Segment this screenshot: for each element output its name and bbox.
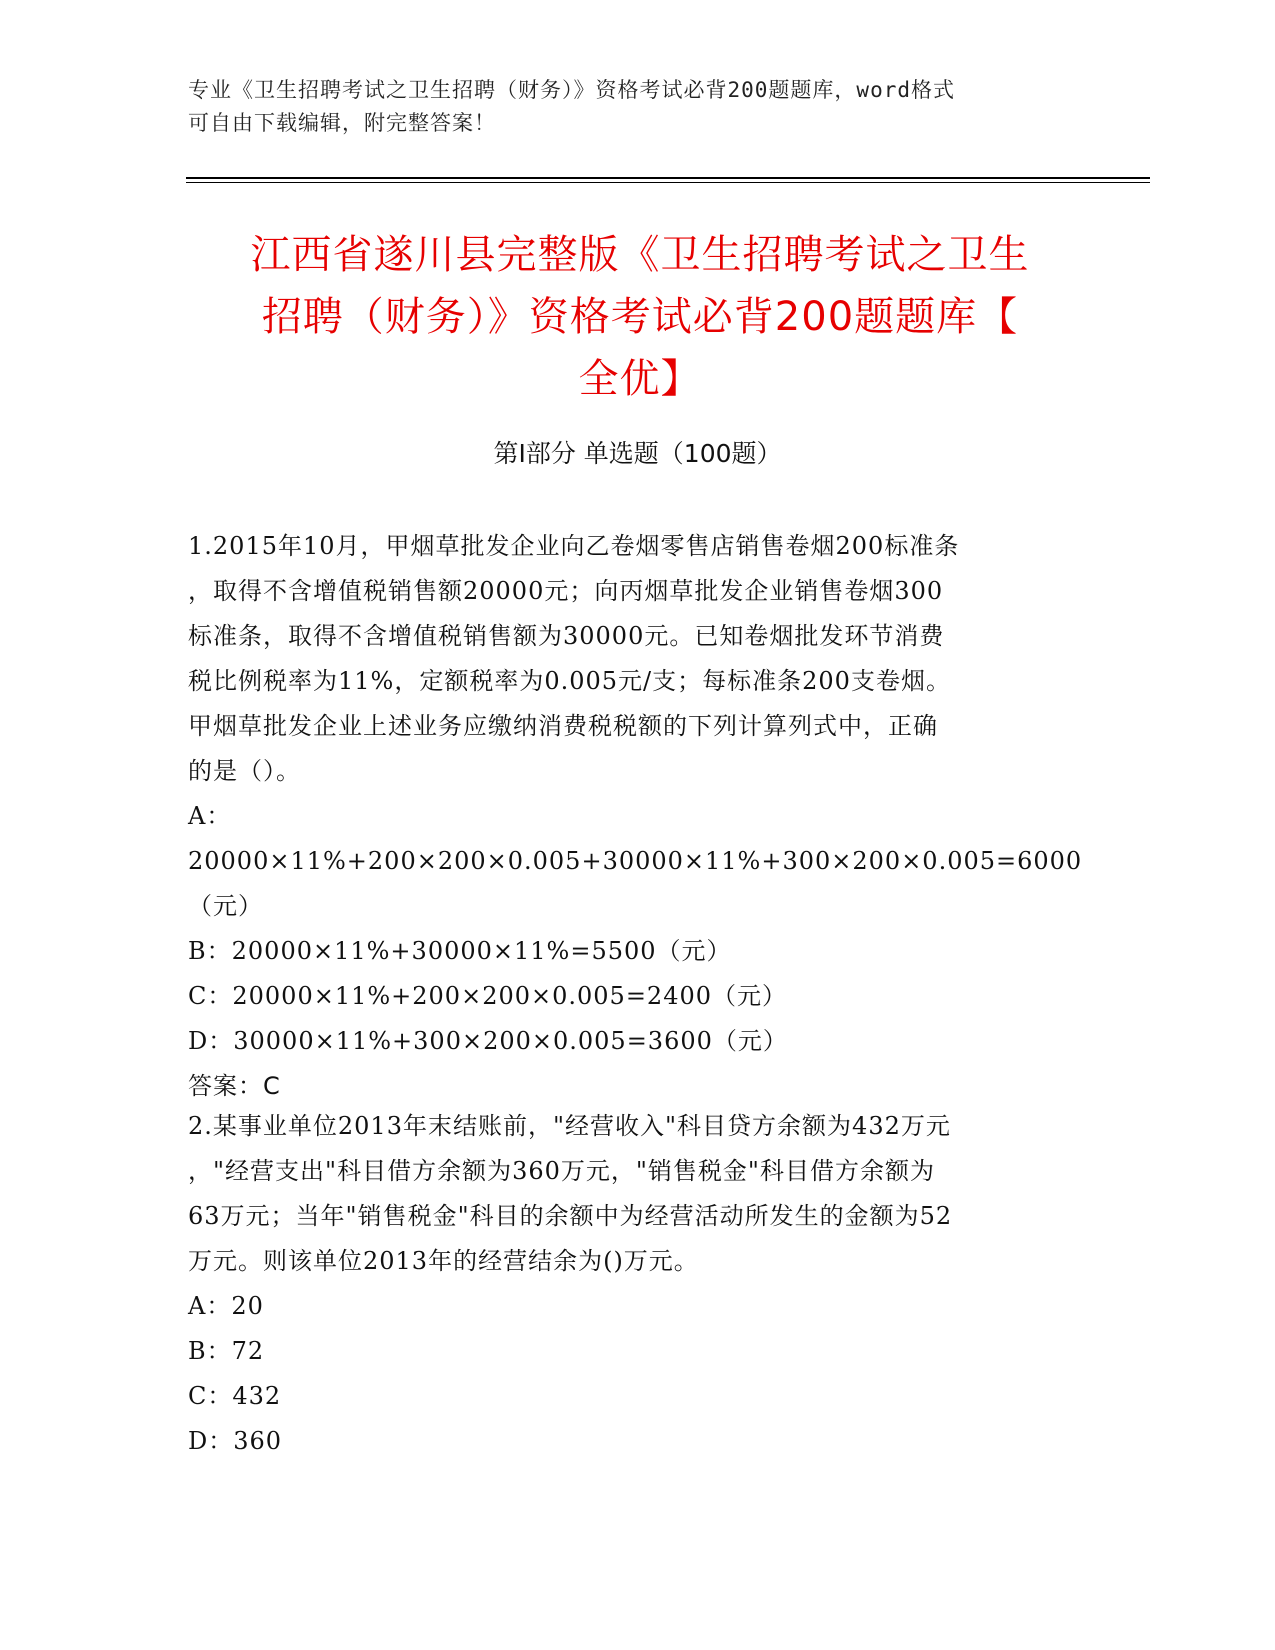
option-c: C：432 [188, 1382, 282, 1410]
header-divider [186, 177, 1150, 179]
option-d: D：360 [188, 1427, 283, 1455]
title-line: 全优】 [578, 356, 702, 402]
stem-line: 标准条，取得不含增值税销售额为30000元。已知卷烟批发环节消费 [188, 622, 945, 650]
option-d: D：30000×11%+300×200×0.005=3600（元） [188, 1027, 788, 1055]
question-stem [188, 524, 1078, 794]
section-title: 第I部分 单选题（100题） [493, 439, 782, 468]
stem-line: 税比例税率为11%，定额税率为0.005元/支；每标准条200支卷烟。 [188, 667, 951, 695]
stem-line: ，取得不含增值税销售额20000元；向丙烟草批发企业销售卷烟300 [188, 577, 944, 605]
option-c: C：20000×11%+200×200×0.005=2400（元） [188, 982, 788, 1010]
option-b: B：20000×11%+30000×11%=5500（元） [188, 937, 732, 965]
stem-line: 1.2015年10月，甲烟草批发企业向乙卷烟零售店销售卷烟200标准条 [188, 532, 960, 560]
question-1 [188, 524, 1083, 1109]
stem-line: 2.某事业单位2013年末结账前，"经营收入"科目贷方余额为432万元 [188, 1112, 951, 1140]
stem-line: 63万元；当年"销售税金"科目的余额中为经营活动所发生的金额为52 [188, 1202, 953, 1230]
question-2 [188, 1104, 1078, 1464]
answer-line: 答案：C [188, 1072, 281, 1100]
header-note-line: 专业《卫生招聘考试之卫生招聘（财务）》资格考试必背200题题库，word格式 [188, 78, 955, 102]
option-a: A：20000×11%+200×200×0.005+30000×11%+300×200×0.005=6000 [188, 802, 1083, 875]
option-a: A：20 [188, 1292, 264, 1320]
option-b: B：72 [188, 1337, 265, 1365]
title-line: 江西省遂川县完整版《卫生招聘考试之卫生 [250, 232, 1030, 278]
stem-line: ，"经营支出"科目借方余额为360万元，"销售税金"科目借方余额为 [188, 1157, 935, 1185]
document-title [190, 224, 1090, 410]
question-stem [188, 1104, 1078, 1284]
header-divider-thin [186, 182, 1150, 183]
header-note [188, 74, 1068, 140]
stem-line: 万元。则该单位2013年的经营结余为()万元。 [188, 1247, 699, 1275]
option-a-continued: （元） [188, 892, 263, 920]
stem-line: 的是（）。 [188, 757, 301, 785]
title-line: 招聘（财务）》资格考试必背200题题库【 [261, 294, 1019, 340]
header-note-line: 可自由下载编辑，附完整答案！ [188, 111, 496, 135]
stem-line: 甲烟草批发企业上述业务应缴纳消费税税额的下列计算列式中，正确 [188, 712, 938, 740]
